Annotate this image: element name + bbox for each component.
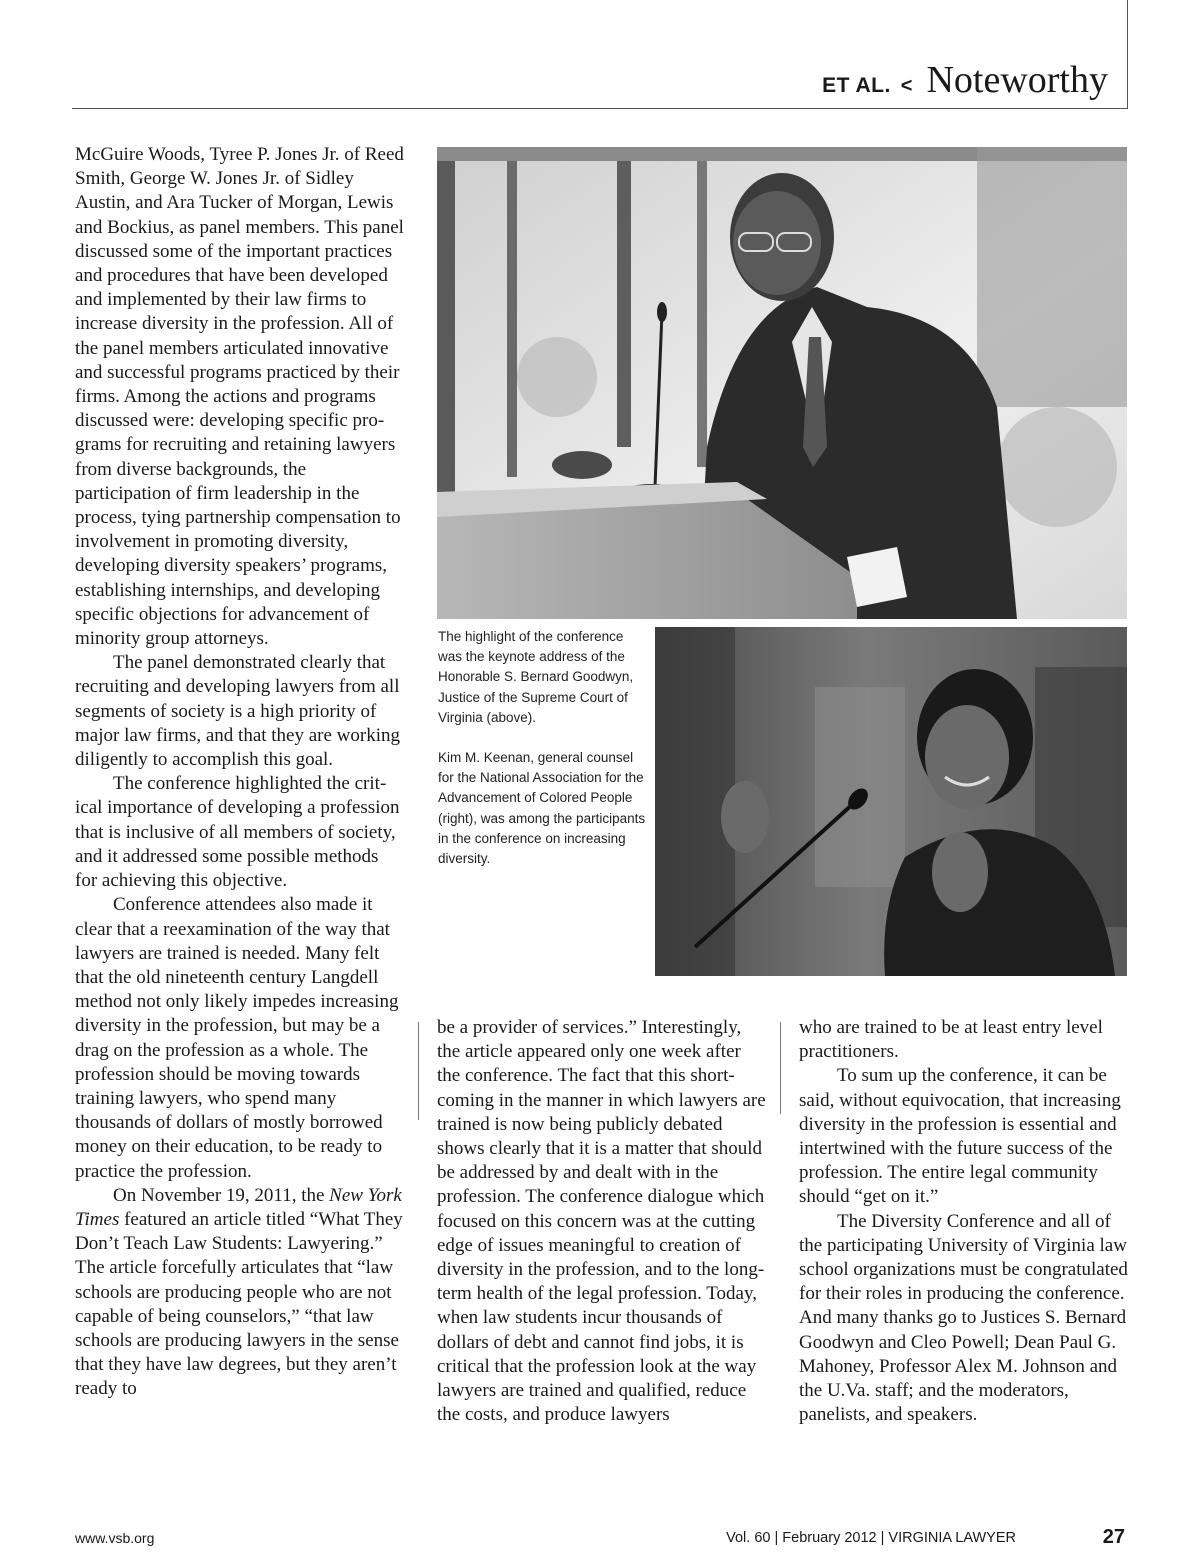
paragraph: Conference attendees also made it clear that a reexamination of the way that lawyers are trained is needed. Many felt that the old nineteenth century Langdell method not only likely impedes increasing diversity in the profession, but may be a drag on the profession as a whole. The profession should be moving towards training lawyers, who spend many thousands of dollars of mostly borrowed money on their education, to be ready to practice the profession. — [75, 894, 399, 1182]
text-column-1 — [75, 143, 405, 1402]
footer-issue-info: Vol. 60 | February 2012 | VIRGINIA LAWYER — [726, 1530, 1016, 1546]
department-title: Noteworthy — [926, 59, 1108, 101]
text-column-2 — [437, 1016, 767, 1427]
nyt-text-before: On November 19, 2011, the — [113, 1184, 330, 1206]
paragraph: who are trained to be at least entry level practitioners. — [799, 1017, 1103, 1063]
page-number: 27 — [1102, 1526, 1125, 1548]
footer-website: www.vsb.org — [75, 1530, 155, 1546]
column-divider — [418, 1022, 419, 1120]
photo-kim-keenan — [655, 627, 1127, 976]
photo-keynote-speaker — [437, 147, 1127, 619]
text-column-3 — [799, 1016, 1129, 1427]
page-header — [822, 58, 1108, 102]
paragraph-nyt — [75, 1184, 405, 1402]
section-label: ET AL. — [822, 74, 891, 97]
paragraph: The panel demonstrated clearly that recruiting and developing lawyers from all segments of society is a high priority of major law firms, and that they are working diligently to accomplish this goal. — [75, 652, 401, 771]
section-separator: < — [900, 75, 913, 97]
nyt-text-after: featured an article titled “What They Don’t Teach Law Students: Lawyering.” The article forcefully articulates that “law schools are producing people who are not capable of being counselors,” “that law schools are producing lawyers in the sense that they have law degrees, but they aren’t ready to — [75, 1208, 403, 1400]
caption-keenan: Kim M. Keenan, general counsel for the National Association for the Advancement of Colored People (right), was among the participants in the conference on increasing diversity. — [438, 750, 646, 867]
caption-keynote: The highlight of the conference was the keynote address of the Honorable S. Bernard Goodwyn, Justice of the Supreme Court of Virginia (above). — [438, 629, 634, 725]
paragraph: be a provider of services.” Interestingly, the article appeared only one week after the conference. The fact that this shortcoming in the manner in which lawyers are trained is now being publicly debated shows clearly that it is a matter that should be addressed by and dealt with in the profession. The conference dialogue which focused on this concern was at the cutting edge of issues meaningful to creation of diversity in the profession, and to the long-term health of the legal profession. Today, when law students incur thousands of dollars of debt and cannot find jobs, it is critical that the profession look at the way lawyers are trained and qualified, reduce the costs, and produce lawyers — [437, 1017, 766, 1426]
paragraph: The Diversity Conference and all of the participating University of Virginia law school organizations must be congratulated for their roles in producing the conference. And many thanks go to Justices S. Bernard Goodwyn and Cleo Powell; Dean Paul G. Mahoney, Professor Alex M. Johnson and the U.Va. staff; and the moderators, panelists, and speakers. — [799, 1210, 1128, 1426]
paragraph: The conference highlighted the critical importance of developing a profession that is inclusive of all members of society, and it addressed some possible methods for achieving this objective. — [75, 773, 400, 892]
column-divider — [780, 1022, 781, 1114]
paragraph: To sum up the conference, it can be said, without equivocation, that increasing diversity in the profession is essential and intertwined with the future success of the profession. The entire legal community should “get on it.” — [799, 1065, 1121, 1208]
paragraph: McGuire Woods, Tyree P. Jones Jr. of Reed Smith, George W. Jones Jr. of Sidley Austin, and Ara Tucker of Morgan, Lewis and Bockius, as panel members. This panel discussed some of the important practices and procedures that have been developed and implemented by their law firms to increase diversity in the profession. All of the panel members articulated innovative and successful programs practiced by their firms. Among the actions and programs discussed were: developing specific programs for recruiting and retaining lawyers from diverse backgrounds, the participation of firm leadership in the process, tying partnership compensation to involvement in promoting diversity, developing diversity speakers’ programs, establishing internships, and developing specific objections for advancement of minority group attorneys. — [75, 144, 404, 650]
publication-title: New York Times — [75, 1184, 402, 1230]
header-vertical-rule — [1127, 0, 1128, 108]
header-rule — [72, 108, 1128, 109]
